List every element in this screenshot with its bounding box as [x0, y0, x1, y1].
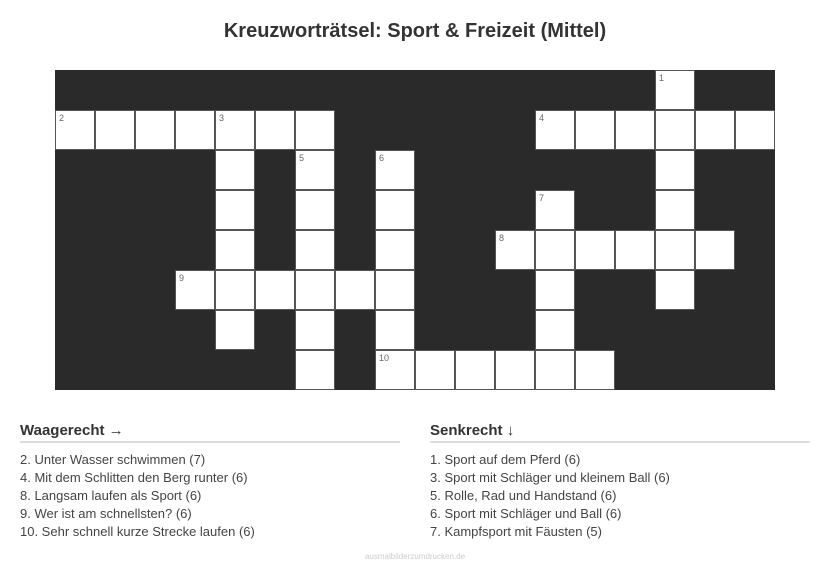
crossword-cell[interactable]: [335, 270, 375, 310]
crossword-cell[interactable]: [255, 110, 295, 150]
crossword-cell[interactable]: [375, 310, 415, 350]
crossword-cell[interactable]: [295, 150, 335, 190]
crossword-cell[interactable]: [375, 150, 415, 190]
crossword-cell[interactable]: [535, 350, 575, 390]
crossword-cell[interactable]: [175, 270, 215, 310]
crossword-cell[interactable]: [215, 310, 255, 350]
down-clue-list: [430, 451, 810, 541]
clue-number: 7: [539, 193, 545, 203]
crossword-cell[interactable]: [215, 270, 255, 310]
down-clue: 3. Sport mit Schläger und kleinem Ball (6): [430, 470, 670, 485]
clue-number: 10: [379, 353, 390, 363]
across-clues: [20, 422, 400, 541]
crossword-cell[interactable]: [575, 110, 615, 150]
crossword-cell[interactable]: [295, 110, 335, 150]
crossword-cell[interactable]: [535, 110, 575, 150]
down-clue: 1. Sport auf dem Pferd (6): [430, 452, 581, 467]
crossword-cell[interactable]: [495, 350, 535, 390]
crossword-cell[interactable]: [695, 110, 735, 150]
crossword-cell[interactable]: [655, 70, 695, 110]
footer-credit: ausmalbilderzumdrucken.de: [364, 552, 466, 561]
clue-number: 2: [59, 113, 65, 123]
crossword-cell[interactable]: [255, 270, 295, 310]
clue-number: 1: [659, 73, 665, 83]
crossword-cell[interactable]: [295, 350, 335, 390]
crossword-cell[interactable]: [655, 150, 695, 190]
crossword-cell[interactable]: [135, 110, 175, 150]
crossword-cell[interactable]: [295, 270, 335, 310]
crossword-cell[interactable]: [655, 190, 695, 230]
crossword-cell[interactable]: [575, 350, 615, 390]
clue-number: 6: [379, 153, 385, 163]
clue-number: 8: [499, 233, 505, 243]
crossword-cell[interactable]: [295, 310, 335, 350]
across-clue: 8. Langsam laufen als Sport (6): [20, 488, 202, 503]
clue-number: 4: [539, 113, 545, 123]
crossword-grid: [55, 70, 775, 390]
down-heading: Senkrecht ↓: [430, 422, 810, 443]
across-clue-list: [20, 451, 400, 541]
crossword-cell[interactable]: [375, 350, 415, 390]
crossword-cell[interactable]: [215, 190, 255, 230]
crossword-cell[interactable]: [375, 270, 415, 310]
crossword-cell[interactable]: [735, 110, 775, 150]
crossword-cell[interactable]: [615, 230, 655, 270]
crossword-cell[interactable]: [55, 110, 95, 150]
crossword-cell[interactable]: [615, 110, 655, 150]
crossword-cell[interactable]: [535, 190, 575, 230]
crossword-cell[interactable]: [655, 110, 695, 150]
crossword-cell[interactable]: [215, 150, 255, 190]
crossword-cell[interactable]: [375, 230, 415, 270]
crossword-cell[interactable]: [655, 230, 695, 270]
clue-number: 9: [179, 273, 185, 283]
across-heading: Waagerecht →: [20, 422, 400, 443]
clue-number: 5: [299, 153, 305, 163]
crossword-cell[interactable]: [535, 230, 575, 270]
crossword-cell[interactable]: [215, 230, 255, 270]
down-clue: 7. Kampfsport mit Fäusten (5): [430, 524, 602, 539]
crossword-cell[interactable]: [535, 310, 575, 350]
page-title: Kreuzworträtsel: Sport & Freizeit (Mittel): [223, 20, 607, 42]
down-clue: 5. Rolle, Rad und Handstand (6): [430, 488, 617, 503]
crossword-cell[interactable]: [655, 270, 695, 310]
crossword-cell[interactable]: [495, 230, 535, 270]
down-clues: [430, 422, 810, 541]
crossword-cell[interactable]: [215, 110, 255, 150]
crossword-cell[interactable]: [295, 190, 335, 230]
clue-number: 3: [219, 113, 225, 123]
crossword-cell[interactable]: [535, 270, 575, 310]
crossword-cell[interactable]: [375, 190, 415, 230]
across-clue: 2. Unter Wasser schwimmen (7): [20, 452, 206, 467]
crossword-cell[interactable]: [95, 110, 135, 150]
down-clue: 6. Sport mit Schläger und Ball (6): [430, 506, 622, 521]
crossword-cell[interactable]: [175, 110, 215, 150]
across-clue: 9. Wer ist am schnellsten? (6): [20, 506, 192, 521]
crossword-cell[interactable]: [575, 230, 615, 270]
across-clue: 10. Sehr schnell kurze Strecke laufen (6): [20, 524, 255, 539]
crossword-cell[interactable]: [695, 230, 735, 270]
across-clue: 4. Mit dem Schlitten den Berg runter (6): [20, 470, 248, 485]
crossword-cell[interactable]: [455, 350, 495, 390]
crossword-cell[interactable]: [295, 230, 335, 270]
crossword-cell[interactable]: [415, 350, 455, 390]
